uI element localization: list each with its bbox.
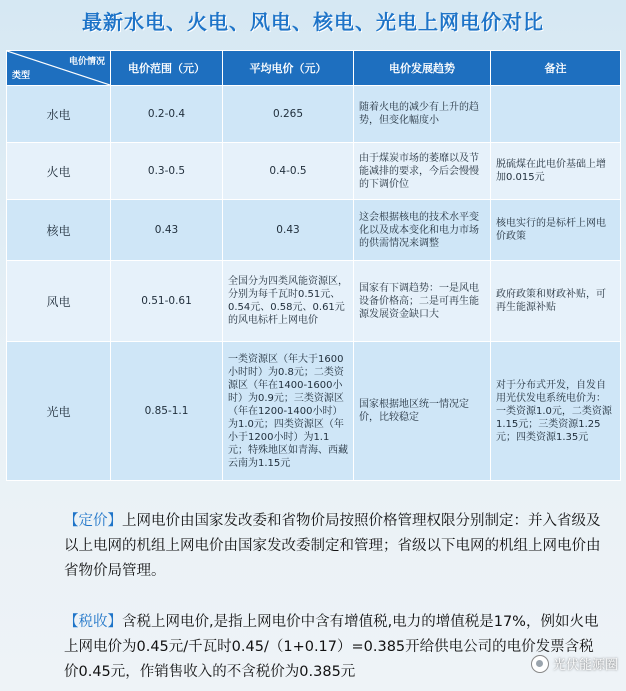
- row-note: 核电实行的是标杆上网电价政策: [491, 200, 621, 261]
- row-range: 0.2-0.4: [111, 86, 223, 143]
- row-average: 0.265: [223, 86, 354, 143]
- corner-label-price: 电价情况: [68, 57, 105, 67]
- row-trend: 国家根据地区统一情况定价，比较稳定: [354, 342, 491, 481]
- row-type: 风电: [7, 261, 111, 342]
- row-type: 核电: [7, 200, 111, 261]
- tax-text: 含税上网电价,是指上网电价中含有增值税,电力的增值税是17%，例如火电上网电价为0.45元/千瓦时0.45/（1+0.17）=0.385开给供电公司的电价发票含税价0.45元，作销售收入的不含税价为0.385元: [64, 614, 599, 680]
- pricing-text: 上网电价由国家发改委和省物价局按照价格管理权限分别制定：并入省级及以上电网的机组上网电价由国家发改委制定和管理；省级以下电网的机组上网电价由省物价局管理。: [64, 513, 601, 579]
- corner-header-cell: [7, 51, 111, 86]
- row-trend: 随着火电的减少有上升的趋势，但变化幅度小: [354, 86, 491, 143]
- row-average: 0.4-0.5: [223, 143, 354, 200]
- tax-paragraph: [64, 610, 604, 685]
- corner-label-type: 类型: [12, 71, 31, 81]
- pricing-paragraph: [64, 509, 604, 584]
- row-average: 0.43: [223, 200, 354, 261]
- row-average: 一类资源区（年大于1600小时时）为0.8元；二类资源区（年在1400-1600小时）为0.9元；三类资源区（年在1200-1400小时）为1.0元；四类资源区（年小于1200小时）为1.1元；特殊地区如青海、西藏云南为1.15元: [223, 342, 354, 481]
- header-range: 电价范围（元）: [111, 51, 223, 86]
- table-header-row: [7, 51, 621, 86]
- row-average: 全国分为四类风能资源区，分别为每千瓦时0.51元、0.54元、0.58元、0.61元的风电标杆上网电价: [223, 261, 354, 342]
- pricing-tag: 【定价】: [64, 513, 122, 529]
- row-note: 对于分布式开发，自发自用光伏发电系统电价为：一类资源1.0元，二类资源1.15元；三类资源1.25元；四类资源1.35元: [491, 342, 621, 481]
- row-note: 政府政策和财政补贴，可再生能源补贴: [491, 261, 621, 342]
- table-row-hydro: [7, 86, 621, 143]
- row-range: 0.51-0.61: [111, 261, 223, 342]
- table-row-wind: [7, 261, 621, 342]
- row-trend: 这会根据核电的技术水平变化以及成本变化和电力市场的供需情况来调整: [354, 200, 491, 261]
- watermark-text: 光伏能源圈: [552, 658, 618, 673]
- row-type: 水电: [7, 86, 111, 143]
- row-trend: 由于煤炭市场的萎靡以及节能减排的要求，今后会慢慢的下调价位: [354, 143, 491, 200]
- page-title: 最新水电、火电、风电、核电、光电上网电价对比: [82, 10, 544, 34]
- tax-tag: 【税收】: [64, 614, 122, 630]
- header-note: 备注: [491, 51, 621, 86]
- row-note: 脱硫煤在此电价基础上增加0.015元: [491, 143, 621, 200]
- header-trend: 电价发展趋势: [354, 51, 491, 86]
- row-type: 火电: [7, 143, 111, 200]
- header-average: 平均电价（元）: [223, 51, 354, 86]
- table-row-nuclear: [7, 200, 621, 261]
- wechat-icon: [531, 655, 549, 673]
- row-note: [491, 86, 621, 143]
- table-row-solar: [7, 342, 621, 481]
- watermark: [531, 654, 618, 673]
- row-range: 0.3-0.5: [111, 143, 223, 200]
- row-type: 光电: [7, 342, 111, 481]
- row-range: 0.85-1.1: [111, 342, 223, 481]
- price-comparison-table: [6, 50, 621, 481]
- row-trend: 国家有下调趋势：一是风电设备价格高；二是可再生能源发展资金缺口大: [354, 261, 491, 342]
- row-range: 0.43: [111, 200, 223, 261]
- table-row-thermal: [7, 143, 621, 200]
